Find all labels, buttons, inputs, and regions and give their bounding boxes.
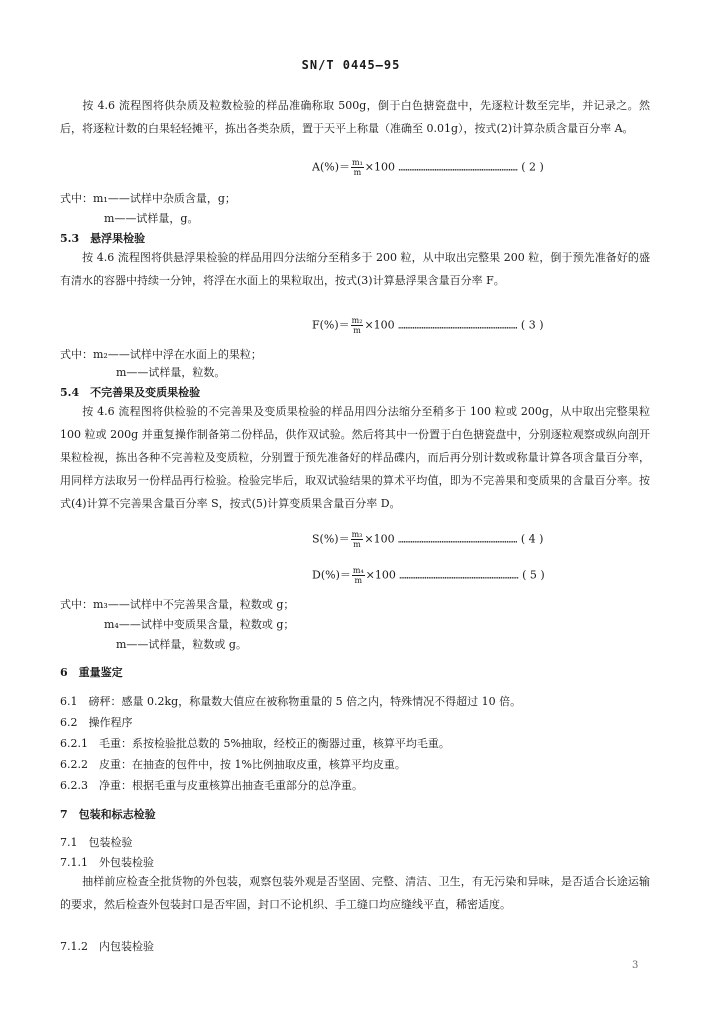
- eq3-rhs: ×100: [364, 318, 395, 332]
- section-7-title: 7 包装和标志检验: [60, 808, 156, 821]
- eq2-lhs: A(%)＝: [312, 160, 350, 174]
- equation-3: [312, 316, 543, 335]
- section-6-2-3: 6.2.3 净重：根据毛重与皮重核算出抽查毛重部分的总净重。: [60, 779, 363, 792]
- eq4-rhs: ×100: [364, 532, 395, 546]
- equation-5: [312, 566, 545, 585]
- where2-line-2: m——试样量，g。: [104, 212, 199, 225]
- where3-line-1: 式中：m₂——试样中浮在水面上的果粒；: [60, 348, 262, 361]
- section-6-1: 6.1 磅秤：感量 0.2kg，称量数大值应在被称物重量的 5 倍之内，特殊情况不得超过 10 倍。: [60, 695, 522, 708]
- section-5-4-title: 5.4 不完善果及变质果检验: [60, 386, 201, 399]
- paragraph-floating: [60, 246, 650, 292]
- eq4-lhs: S(%)＝: [312, 532, 350, 546]
- eq3-leader-dots: …………………………………………………………: [398, 321, 518, 332]
- eq2-leader-dots: …………………………………………………………: [398, 163, 518, 174]
- paragraph-floating-text: 按 4.6 流程图将供悬浮果检验的样品用四分法缩分至稍多于 200 粒，从中取出完整果 200 粒，倒于预先准备好的盛有清水的容器中持续一分钟，将浮在水面上的果粒取出，按式(3)计算悬浮果含量百分率 F。: [60, 251, 650, 287]
- section-7-1-2: 7.1.2 内包装检验: [60, 940, 154, 953]
- eq5-rhs: ×100: [365, 568, 396, 582]
- equation-4: [312, 530, 543, 549]
- eq5-denominator: m: [354, 576, 363, 585]
- eq2-rhs: ×100: [364, 160, 395, 174]
- eq3-lhs: F(%)＝: [312, 318, 350, 332]
- eq5-number: ( 5 ): [522, 568, 545, 582]
- section-7-1: 7.1 包装检验: [60, 836, 133, 849]
- eq5-leader-dots: …………………………………………………………: [399, 571, 519, 582]
- eq4-number: ( 4 ): [520, 532, 544, 546]
- paragraph-defective-text: 按 4.6 流程图将供检验的不完善果及变质果检验的样品用四分法缩分至稍多于 100 粒或 200g，从中取出完整果粒 100 粒或 200g 并重复操作制备第二份样品，供作双试验。然后将其中一份置于白色搪瓷盘中，分别逐粒观察或纵向剖开果粒检视，拣出各种不完善粒及变质粒，分别置于预先准备好的样品碟内，而后再分别计数或称量计算各项含量百分率，用同样方法取另一份样品再行检验。检验完毕后，取双试验结果的算术平均值，即为不完善果和变质果的含量百分率。按式(4)计算不完善果含量百分率 S，按式(5)计算变质果含量百分率 D。: [60, 405, 650, 510]
- paragraph-impurity: [60, 94, 650, 140]
- section-6-2-2: 6.2.2 皮重：在抽查的包件中，按 1%比例抽取皮重，核算平均皮重。: [60, 758, 406, 771]
- equation-2: [312, 158, 544, 177]
- section-5-3-title: 5.3 悬浮果检验: [60, 232, 146, 245]
- eq4-numerator: m₃: [351, 530, 363, 539]
- eq3-number: ( 3 ): [520, 318, 544, 332]
- eq2-number: ( 2 ): [521, 160, 544, 174]
- where45-line-1: 式中：m₃——试样中不完善果含量，粒数或 g；: [60, 598, 295, 611]
- eq2-denominator: m: [353, 168, 362, 177]
- section-6-2: 6.2 操作程序: [60, 716, 133, 729]
- eq4-leader-dots: …………………………………………………………: [398, 535, 518, 546]
- eq4-denominator: m: [353, 540, 361, 549]
- section-6-2-1: 6.2.1 毛重：系按检验批总数的 5%抽取，经校正的衡器过重，核算平均毛重。: [60, 737, 450, 750]
- paragraph-defective: [60, 400, 650, 515]
- eq3-numerator: m₂: [351, 316, 363, 325]
- page-number: 3: [632, 960, 639, 971]
- section-7-1-1: 7.1.1 外包装检验: [60, 856, 154, 869]
- paragraph-outer-packing-text: 抽样前应检查全批货物的外包装，观察包装外观是否坚固、完整、清洁、卫生，有无污染和异味，是否适合长途运输的要求，然后检查外包装封口是否牢固，封口不论机织、手工缝口均应缝线平直，稀密适度。: [60, 875, 650, 911]
- paragraph-impurity-text: 按 4.6 流程图将供杂质及粒数检验的样品准确称取 500g，倒于白色搪瓷盘中，先逐粒计数至完毕，并记录之。然后，将逐粒计数的白果轻轻摊平，拣出各类杂质，置于天平上称量（准确至 0.01g），按式(2)计算杂质含量百分率 A。: [60, 99, 650, 135]
- paragraph-outer-packing: [60, 870, 650, 916]
- eq5-lhs: D(%)＝: [312, 568, 351, 582]
- where3-line-2: m——试样量，粒数。: [116, 366, 226, 379]
- where45-line-2: m₄——试样中变质果含量，粒数或 g；: [104, 618, 295, 631]
- eq2-numerator: m₁: [351, 158, 363, 167]
- section-6-title: 6 重量鉴定: [60, 666, 123, 679]
- where45-line-3: m——试样量，粒数或 g。: [116, 638, 247, 651]
- eq3-denominator: m: [353, 326, 361, 335]
- document-header: SN/T 0445—95: [301, 58, 401, 72]
- eq5-numerator: m₄: [352, 566, 364, 575]
- where2-line-1: 式中：m₁——试样中杂质含量，g；: [60, 192, 236, 205]
